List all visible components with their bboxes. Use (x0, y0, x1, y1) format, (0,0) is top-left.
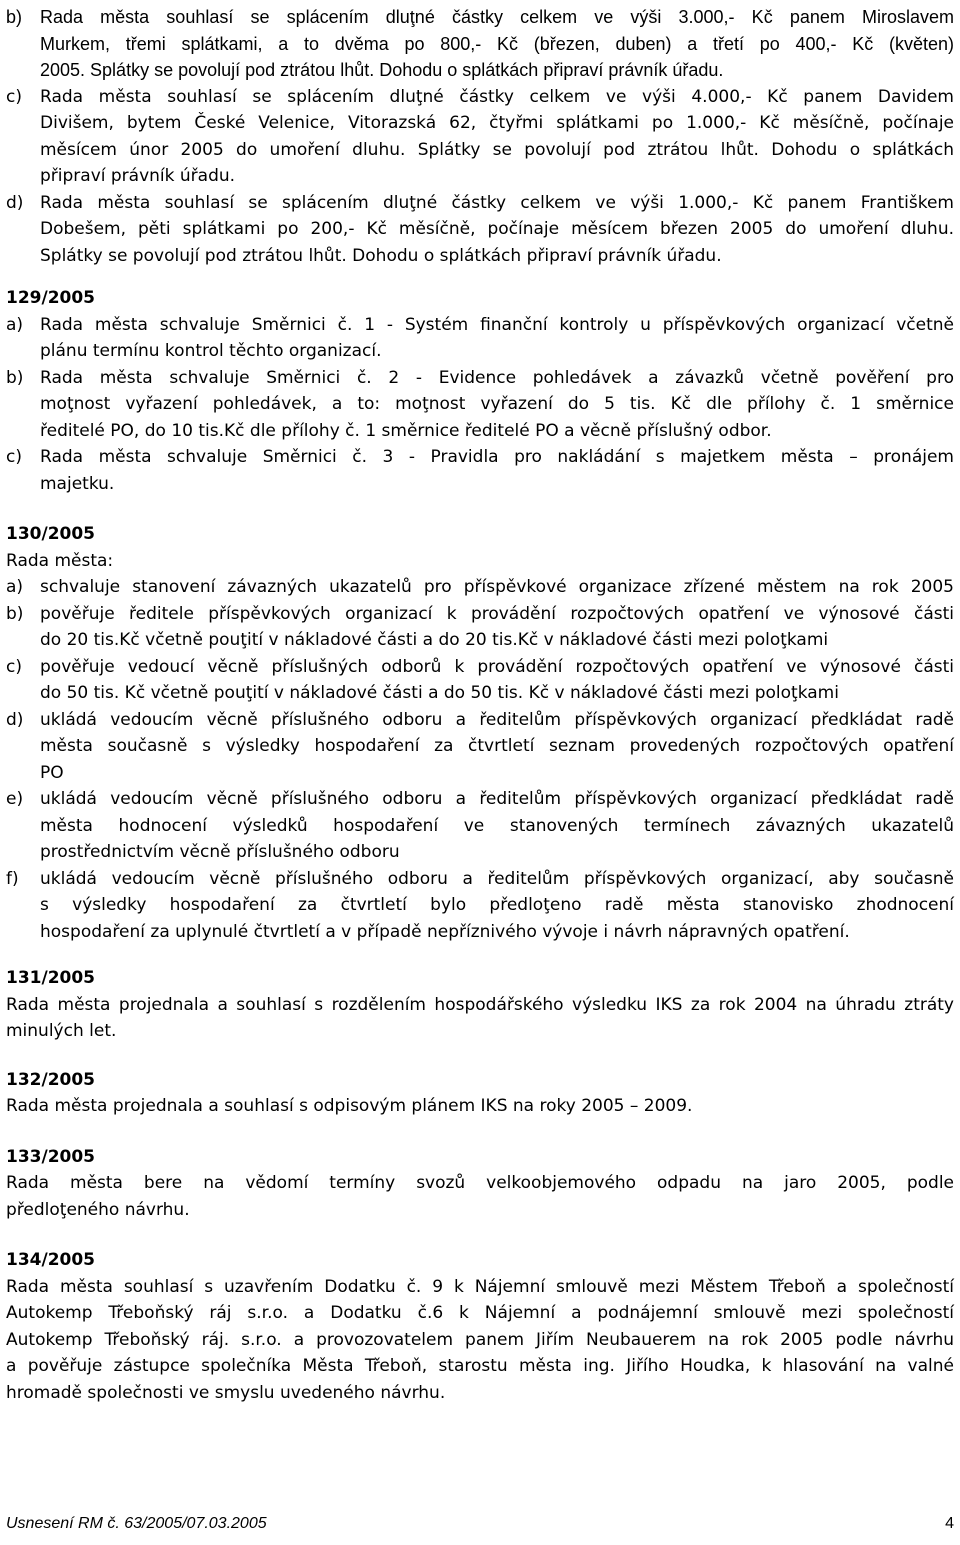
text-line: moţnost vyřazení pohledávek, a to: moţnost vyřazení do 5 tis. Kč dle přílohy č. 1 směrnice (40, 394, 954, 414)
text-line: měsícem únor 2005 do umoření dluhu. Splátky se povolují pod ztrátou lhůt. Dohodu o splátkách (40, 139, 954, 160)
resolution-number: 131/2005 (6, 968, 96, 988)
list-item (6, 868, 954, 890)
text-line: Rada města projednala a souhlasí s odpisovým plánem IKS na roky 2005 – 2009. (6, 1096, 693, 1116)
item-label: c) (6, 656, 22, 677)
text-line: města hodnocení výsledků hospodaření ve stanovených termínech závazných ukazatelů (40, 815, 954, 836)
item-label: f) (6, 868, 19, 889)
item-text: Rada města schvaluje Směrnici č. 2 - Evidence pohledávek a závazků včetně pověření pro (40, 367, 954, 388)
resolution-number: 129/2005 (6, 288, 96, 308)
text-line: Divišem, bytem České Velenice, Vitorazská 62, čtyřmi splátkami po 1.000,- Kč měsíčně, počínaje (40, 113, 954, 133)
list-item (6, 192, 954, 214)
item-label: c) (6, 86, 22, 107)
text-line: PO (40, 762, 64, 783)
text-line: Splátky se povolují pod ztrátou lhůt. Dohodu o splátkách připraví právník úřadu. (40, 245, 722, 266)
list-item (6, 367, 954, 389)
item-label: b) (6, 367, 24, 388)
item-text: Rada města schvaluje Směrnici č. 1 - Systém finanční kontroly u příspěvkových organizací včetně (40, 314, 954, 335)
list-item (6, 446, 954, 468)
item-text: ukládá vedoucím věcně příslušného odboru a ředitelům příspěvkových organizací předkládat radě (40, 709, 954, 730)
text-line: do 50 tis. Kč včetně pouţití v nákladové části a do 50 tis. Kč v nákladové části mezi poloţkami (40, 683, 839, 703)
item-label: a) (6, 577, 24, 597)
resolution-number: 133/2005 (6, 1146, 96, 1167)
item-text: Rada města souhlasí se splácením dluţné částky celkem ve výši 1.000,- Kč panem Františkem (40, 192, 954, 213)
text-line: připraví právník úřadu. (40, 166, 236, 186)
text-line: Rada města projednala a souhlasí s rozdělením hospodářského výsledku IKS za rok 2004 na úhradu ztráty (6, 994, 954, 1015)
resolution-number: 134/2005 (6, 1250, 96, 1270)
item-label: c) (6, 447, 22, 467)
item-text: pověřuje ředitele příspěvkových organizací k provádění rozpočtových opatření ve výnosové části (40, 603, 954, 624)
item-label: b) (6, 603, 24, 624)
item-text: Rada města souhlasí se splácením dluţné částky celkem ve výši 3.000,- Kč panem Miroslavem (40, 7, 954, 27)
list-item (6, 314, 954, 336)
text-line: Rada města souhlasí s uzavřením Dodatku č. 9 k Nájemní smlouvě mezi Městem Třeboň a společností (6, 1276, 954, 1297)
list-item (6, 6, 954, 28)
list-item (6, 603, 954, 625)
item-text: schvaluje stanovení závazných ukazatelů pro příspěvkové organizace zřízené městem na rok 2005 (40, 577, 954, 597)
text-line: Autokemp Třeboňský ráj. s.r.o. a provozovatelem panem Jiřím Neubauerem na rok 2005 podle návrhu (6, 1329, 954, 1350)
text-line: majetku. (40, 473, 115, 494)
page-number: 4 (945, 1515, 954, 1532)
list-item (6, 656, 954, 678)
text-line: předloţeného návrhu. (6, 1199, 190, 1220)
text-line: ředitelé PO, do 10 tis.Kč dle přílohy č. 1 směrnice ředitelé PO a věcně příslušný odbor. (40, 420, 772, 441)
list-item (6, 576, 954, 598)
text-line: hospodaření za uplynulé čtvrtletí a v případě nepříznivého vývoje i návrh nápravných opatření. (40, 921, 850, 942)
list-item (6, 709, 954, 731)
resolution-number: 132/2005 (6, 1069, 96, 1090)
text-line: prostřednictvím věcně příslušného odboru (40, 842, 400, 862)
item-label: a) (6, 314, 24, 335)
footer-reference: Usnesení RM č. 63/2005/07.03.2005 (6, 1515, 267, 1532)
item-label: b) (6, 7, 23, 27)
text-line: 2005. Splátky se povolují pod ztrátou lhůt. Dohodu o splátkách připraví právník úřadu. (40, 60, 724, 80)
text-line: plánu termínu kontrol těchto organizací. (40, 341, 382, 361)
text-line: hromadě společnosti ve smyslu uvedeného návrhu. (6, 1382, 446, 1403)
text-line: Rada města: (6, 550, 114, 571)
text-line: s výsledky hospodaření za čtvrtletí bylo předloţeno radě města stanovisko zhodnocení (40, 895, 954, 915)
text-line: Murkem, třemi splátkami, a to dvěma po 800,- Kč (březen, duben) a třetí po 400,- Kč (květen) (40, 33, 954, 54)
list-item (6, 86, 954, 108)
item-text: Rada města souhlasí se splácením dluţné částky celkem ve výši 4.000,- Kč panem Davidem (40, 86, 954, 107)
item-text: ukládá vedoucím věcně příslušného odboru a ředitelům příspěvkových organizací předkládat radě (40, 789, 954, 809)
item-label: d) (6, 192, 24, 213)
text-line: minulých let. (6, 1021, 117, 1041)
list-item (6, 788, 954, 810)
item-text: Rada města schvaluje Směrnici č. 3 - Pravidla pro nakládání s majetkem města – pronájem (40, 447, 954, 467)
text-line: Autokemp Třeboňský ráj s.r.o. a Dodatku č.6 k Nájemní a podnájemní smlouvě mezi společností (6, 1303, 954, 1323)
item-text: pověřuje vedoucí věcně příslušných odborů k provádění rozpočtových opatření ve výnosové části (40, 656, 954, 677)
text-line: a pověřuje zástupce společníka Města Třeboň, starostu města ing. Jiřího Houdka, k hlasování na valné (6, 1356, 954, 1376)
resolution-number: 130/2005 (6, 524, 96, 544)
item-label: d) (6, 709, 24, 730)
item-text: ukládá vedoucím věcně příslušného odboru a ředitelům příspěvkových organizací, aby současně (40, 868, 954, 889)
text-line: do 20 tis.Kč včetně pouţití v nákladové části a do 20 tis.Kč v nákladové části mezi poloţkami (40, 630, 829, 650)
text-line: města současně s výsledky hospodaření za čtvrtletí seznam provedených rozpočtových opatření (40, 736, 954, 756)
text-line: Dobešem, pěti splátkami po 200,- Kč měsíčně, počínaje měsícem březen 2005 do umoření dluhu. (40, 219, 954, 239)
text-line: Rada města bere na vědomí termíny svozů velkoobjemového odpadu na jaro 2005, podle (6, 1173, 954, 1193)
item-label: e) (6, 789, 24, 809)
